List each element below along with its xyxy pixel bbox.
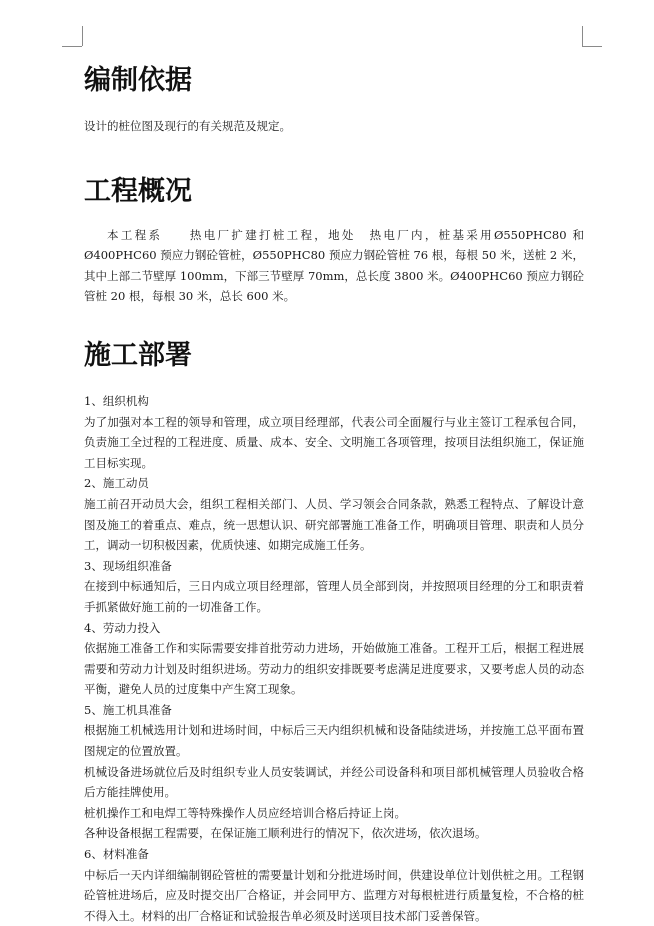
item-paragraph: 在接到中标通知后，三日内成立项目经理部，管理人员全部到岗，并按照项目经理的分工和职责着手抓紧做好施工前的一切准备工作。 — [84, 579, 584, 614]
item-paragraph: 依据施工准备工作和实际需要安排首批劳动力进场，开始做施工准备。工程开工后，根据工程进展需要和劳动力计划及时组织进场。劳动力的组织安排既要考虑满足进度要求，又要考虑人员的动态平衡，避免人员的过度集中产生窝工现象。 — [84, 641, 584, 697]
item-paragraph: 中标后一天内详细编制钢砼管桩的需要量计划和分批进场时间，供建设单位计划供桩之用。工程钢砼管桩进场后，应及时提交出厂合格证，并会同甲方、监理方对每根桩进行质量复检，不合格的桩不得入土。材料的出厂合格证和试验报告单必须及时送项目技术部门妥善保管。 — [84, 867, 584, 923]
item-paragraph: 桩机操作工和电焊工等特殊操作人员应经培训合格后持证上岗。 — [84, 805, 406, 820]
item-paragraph: 根据施工机械选用计划和进场时间，中标后三天内组织机械和设备陆续进场，并按施工总平面布置图规定的位置放置。 — [84, 723, 584, 759]
item-title: 6、材料准备 — [84, 847, 149, 862]
item-title: 2、施工动员 — [84, 476, 149, 491]
heading-deployment: 施工部署 — [84, 339, 192, 371]
overview-text: 本工程系 热电厂扩建打桩工程，地处 热电厂内，桩基采用Ø550PHC80 和Ø400PHC60 预应力钢砼管桩，Ø550PHC80 预应力钢砼管桩 76 根，每根 50 米，送桩 2 米，其中上部二节壁厚 100mm，下部三节壁厚 70mm，总长度 3800 米。Ø400PHC60 预应力钢砼管桩 20 根，每根 30 米，总长 600 米。 — [84, 227, 584, 304]
item-title: 4、劳动力投入 — [84, 620, 161, 635]
document-page — [84, 62, 584, 926]
item-title: 1、组织机构 — [84, 393, 149, 408]
item-paragraph: 为了加强对本工程的领导和管理，成立项目经理部，代表公司全面履行与业主签订工程承包合同，负责施工全过程的工程进度、质量、成本、安全、文明施工各项管理，按项目法组织施工，保证施工目标实现。 — [84, 414, 584, 470]
item-title: 5、施工机具准备 — [84, 702, 172, 717]
item-title: 3、现场组织准备 — [84, 558, 172, 573]
heading-overview: 工程概况 — [84, 175, 192, 207]
deployment-list — [84, 391, 584, 926]
item-paragraph: 机械设备进场就位后及时组织专业人员安装调试，并经公司设备科和项目部机械管理人员验收合格后方能挂牌使用。 — [84, 764, 584, 800]
heading-basis: 编制依据 — [84, 65, 192, 96]
item-paragraph: 各种设备根据工程需要，在保证施工顺利进行的情况下，依次进场，依次退场。 — [84, 826, 487, 841]
item-paragraph: 施工前召开动员大会，组织工程相关部门、人员、学习领会合同条款，熟悉工程特点、了解设计意图及施工的着重点、难点，统一思想认识、研究部署施工准备工作，明确项目管理、职责和人员分工，调动一切积极因素，优质快速、如期完成施工任务。 — [84, 496, 584, 553]
basis-text: 设计的桩位图及现行的有关规范及规定。 — [84, 119, 291, 133]
